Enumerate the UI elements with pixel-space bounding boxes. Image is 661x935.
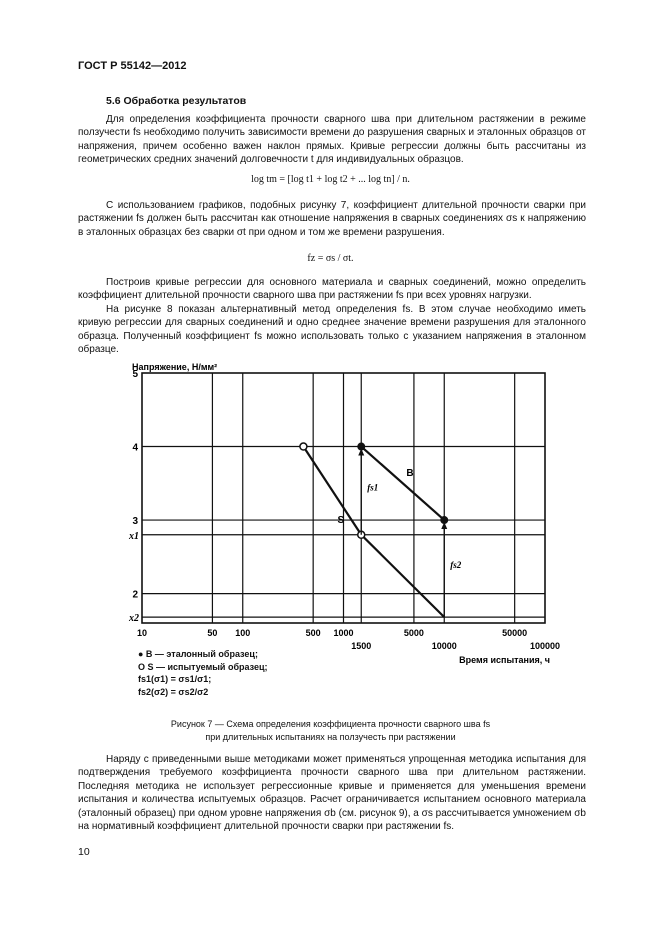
paragraph-3: Построив кривые регрессии для основного материала и сварных соединений, можно определить коэффициент длительной прочности сварного шва при растяжении fs при всех уровнях нагрузки. <box>78 277 586 302</box>
document-header: ГОСТ Р 55142—2012 <box>78 60 187 72</box>
formula-1: log tm = [log t1 + log t2 + ... log tn] / n. <box>251 174 410 185</box>
x-tick-label: 100 <box>235 628 251 638</box>
x-tick-label: 50 <box>207 628 218 638</box>
figure-caption <box>0 718 661 744</box>
legend-s: O S — испытуемый образец; <box>138 661 268 672</box>
legend-fs2: fs2(σ2) = σs2/σ2 <box>138 686 209 697</box>
x-tick-label: 50000 <box>502 628 528 638</box>
y-tick-label: 5 <box>132 369 138 380</box>
x-tick-label: 100000 <box>529 641 561 651</box>
x-tick-label: 500 <box>305 628 321 638</box>
x-tick-label: 5000 <box>403 628 424 638</box>
paragraph-4: На рисунке 8 показан альтернативный метод определения fs. В этом случае необходимо иметь кривую регрессии для сварных соединений и одно среднее значение времени разрушения для эталонного образца. Полученный коэффициент fs можно использовать только с указанием напряжения в эталонном образце. <box>78 304 586 356</box>
legend-b: ● B — эталонный образец; <box>138 649 258 659</box>
x-tick-label: 10000 <box>431 641 457 651</box>
x-tick-label: 1500 <box>351 641 372 651</box>
y-axis-title: Напряжение, Н/мм² <box>132 362 218 372</box>
annotation-fs1: fs1 <box>367 482 379 493</box>
x-tick-label: 1000 <box>333 628 354 638</box>
legend-fs1: fs1(σ1) = σs1/σ1; <box>138 674 212 684</box>
y-tick-label: 4 <box>132 442 138 454</box>
y-symbol-label: x1 <box>129 530 139 542</box>
x-axis-title: Время испытания, ч <box>459 655 550 665</box>
chart-marks <box>300 443 448 618</box>
y-symbol-label: x2 <box>129 613 139 625</box>
point-s <box>300 443 307 450</box>
annotation-fs2: fs2 <box>450 559 462 570</box>
page-number: 10 <box>78 846 90 858</box>
caption-line-1: Рисунок 7 — Схема определения коэффициента прочности сварного шва fs <box>170 719 491 729</box>
annotation-b: B <box>406 467 414 479</box>
x-tick-label: 10 <box>136 628 148 638</box>
paragraph-5: Наряду с приведенными выше методиками может применяться упрощенная методика испытания для подтверждения требуемого коэффициента прочности сварного шва при длительном растяжении. Последняя методика не использует регрессионные кривые и применяется для уменьшения времени испытания и количества испытуемых образцов. Расчет ограничивается испытанием основного материала (эталонный образец) при одном уровне напряжения σb (см. рисунок 9), а σs рассчитывается умножением σb на нормативный коэффициент длительной прочности сварки при растяжении fs. <box>78 754 586 833</box>
chart-legend <box>138 648 268 698</box>
paragraph-2: С использованием графиков, подобных рисунку 7, коэффициент длительной прочности сварки при растяжении fs должен быть рассчитан как отношение напряжения в сварных соединениях σs к напряжению в эталонных образцах без сварки σt при одном и том же времени разрушения. <box>78 200 586 238</box>
y-tick-label: 2 <box>132 589 138 601</box>
annotation-s: S <box>337 515 345 527</box>
y-tick-label: 3 <box>132 516 138 528</box>
formula-2: fz = σs / σt. <box>307 253 354 264</box>
paragraph-1: Для определения коэффициента прочности сварного шва при длительном растяжении в режиме ползучести fs необходимо получить зависимости времени до разрушения сварных и эталонных образцов от напряжения, причем особенно важен наклон прямых. Кривые регрессии должны быть рассчитаны из геометрических средних значений долговечности t для индивидуальных образцов. <box>78 114 586 166</box>
section-title: 5.6 Обработка результатов <box>106 95 247 107</box>
chart-grid <box>142 373 545 623</box>
caption-line-2: при длительных испытаниях на ползучесть при растяжении <box>205 732 456 742</box>
series-line-s <box>303 447 444 618</box>
